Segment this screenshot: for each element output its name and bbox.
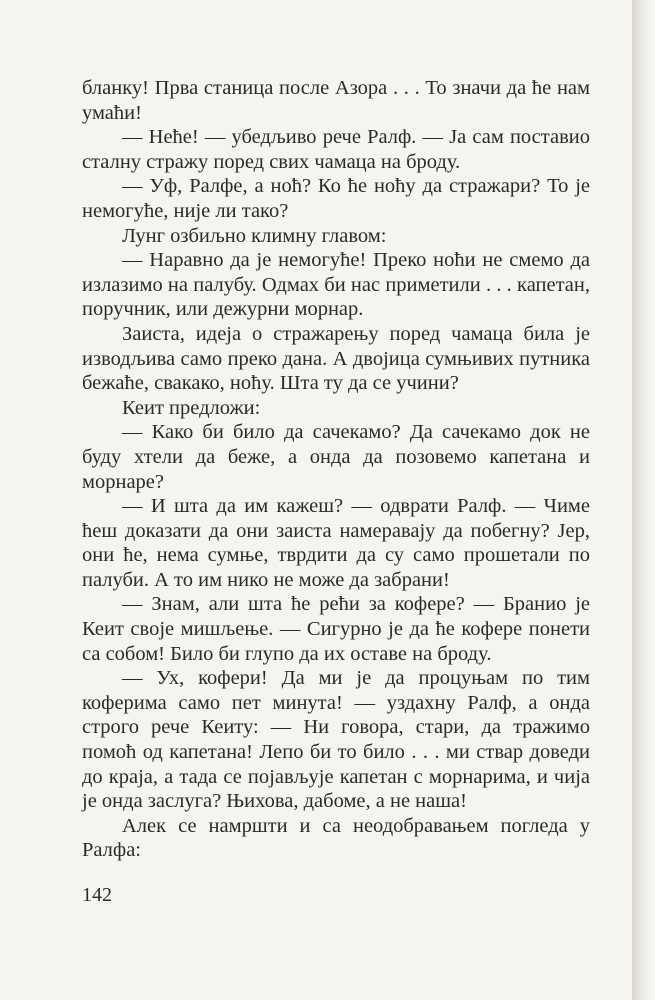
paragraph: — Уф, Ралфе, а ноћ? Ко ће ноћу да стражари? То је немогуће, није ли тако? <box>82 175 590 222</box>
book-spine-edge <box>632 0 655 1000</box>
paragraph: Лунг озбиљно климну главом: <box>122 224 387 247</box>
paragraph: — Како би било да сачекамо? Да сачекамо док не буду хтели да беже, а онда да позовемо капетана и морнаре? <box>82 421 590 493</box>
paragraph: Заиста, идеја о стражарењу поред чамаца била је изводљива само преко дана. А двојица сумњивих путника бежаће, свакако, ноћу. Шта ту да се учини? <box>82 322 590 395</box>
paragraph: — И шта да им кажеш? — одврати Ралф. — Чиме ћеш доказати да они заиста намеравају да побегну? Јер, они ће, нема сумње, тврдити да су само прошетали по палуби. А то им нико не може да забрани! <box>82 495 590 591</box>
paragraph: Алек се намршти и са неодобравањем погледа у Ралфа: <box>82 814 590 862</box>
paragraph: — Наравно да је немогуће! Преко ноћи не смемо да излазимо на палубу. Одмах би нас приметили . . . капетан, поручник, или дежурни морнар. <box>82 249 590 321</box>
paragraph: — Неће! — убедљиво рече Ралф. — Ја сам поставио сталну стражу поред свих чамаца на броду. <box>82 126 590 173</box>
paragraph: — Знам, али шта ће рећи за кофере? — Бранио је Кеит своје мишљење. — Сигурно је да ће кофере понети са собом! Било би глупо да их оставе на броду. <box>82 593 590 665</box>
page-number: 142 <box>82 884 112 906</box>
paragraph: бланку! Прва станица после Азора . . . То значи да ће нам умаћи! <box>82 77 590 124</box>
paragraph: — Ух, кофери! Да ми је да процуњам по тим коферима само пет минута! — уздахну Ралф, а онда строго рече Кеиту: — Ни говора, стари, да тражимо помоћ од капетана! Лепо би то било . . . ми ствар доведи до краја, а тада се појављује капетан с морнарима, и чија је онда заслуга? Њихова, дабоме, а не наша! <box>82 667 590 813</box>
paragraph: Кеит предложи: <box>122 396 261 419</box>
body-text <box>82 76 590 863</box>
